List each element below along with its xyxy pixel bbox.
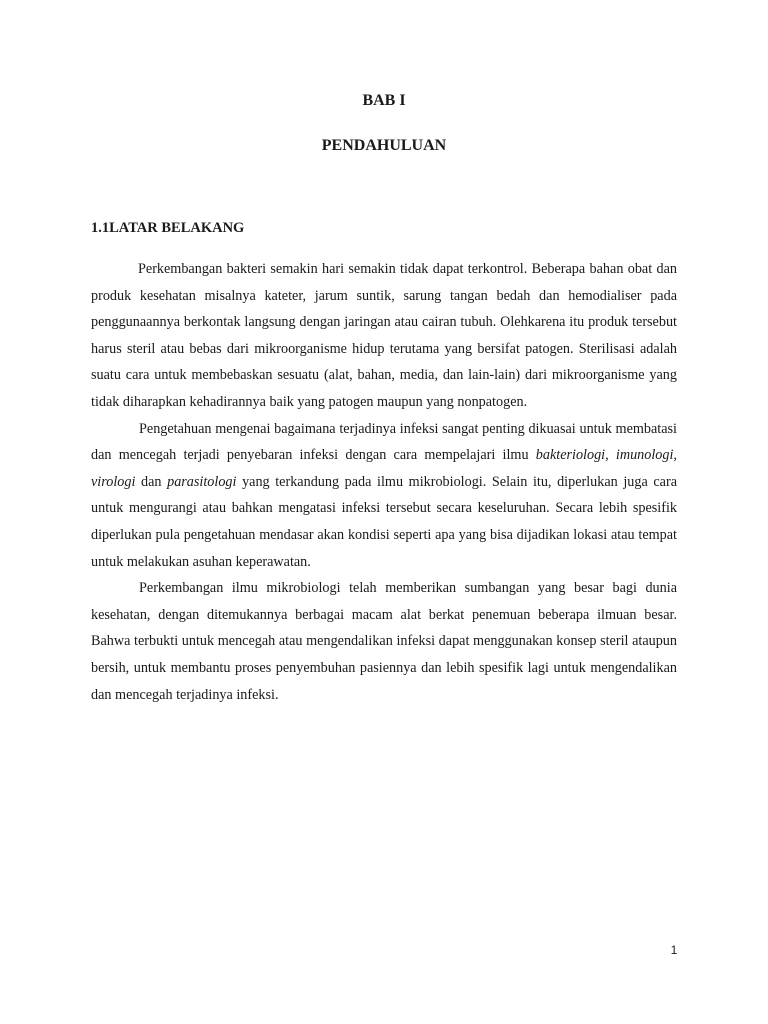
body-text xyxy=(91,256,677,708)
chapter-number: BAB I xyxy=(362,92,406,109)
paragraph-2-text-c: yang terkandung pada ilmu mikrobiologi. Selain itu, diperlukan juga cara untuk mengurangi atau bahkan mengatasi infeksi tersebut secara keseluruhan. Secara lebih spesifik diperlukan pula pengetahuan mendasar akan kondisi seperti apa yang bisa dijadikan lokasi atau tempat untuk melakukan asuhan keperawatan. xyxy=(91,473,677,570)
paragraph-1: Perkembangan bakteri semakin hari semakin tidak dapat terkontrol. Beberapa bahan obat dan produk kesehatan misalnya kateter, jarum suntik, sarung tangan bedah dan hemodialiser pada penggunaannya berkontak langsung dengan jaringan atau cairan tubuh. Olehkarena itu produk tersebut harus steril atau bebas dari mikroorganisme hidup terutama yang bersifat patogen. Sterilisasi adalah suatu cara untuk membebaskan sesuatu (alat, bahan, media, dan lain-lain) dari mikroorganisme yang tidak diharapkan kehadirannya baik yang patogen maupun yang nonpatogen. xyxy=(91,261,677,410)
paragraph-2-italic-parasitologi: parasitologi xyxy=(167,473,237,490)
paragraph-2-text-a: Pengetahuan mengenai bagaimana terjadinya infeksi sangat penting dikuasai untuk membatasi dan mencegah terjadi penyebaran infeksi dengan cara mempelajari ilmu xyxy=(91,420,677,464)
paragraph-3: Perkembangan ilmu mikrobiologi telah memberikan sumbangan yang besar bagi dunia kesehatan, dengan ditemukannya berbagai macam alat berkat penemuan beberapa ilmuan besar. Bahwa terbukti untuk mencegah atau mengendalikan infeksi dapat menggunakan konsep steril ataupun bersih, untuk membantu proses penyembuhan pasiennya dan lebih spesifik lagi untuk mengendalikan dan mencegah terjadinya infeksi. xyxy=(91,580,677,703)
paragraph-2-text-b: dan xyxy=(135,473,168,490)
paragraph-2-italic-terms: bakteriologi, imunologi, virologi xyxy=(91,447,677,490)
chapter-title: PENDAHULUAN xyxy=(321,137,447,154)
paragraph-2 xyxy=(91,416,677,576)
page-number: 1 xyxy=(670,943,678,957)
section-heading: 1.1LATAR BELAKANG xyxy=(91,220,245,236)
